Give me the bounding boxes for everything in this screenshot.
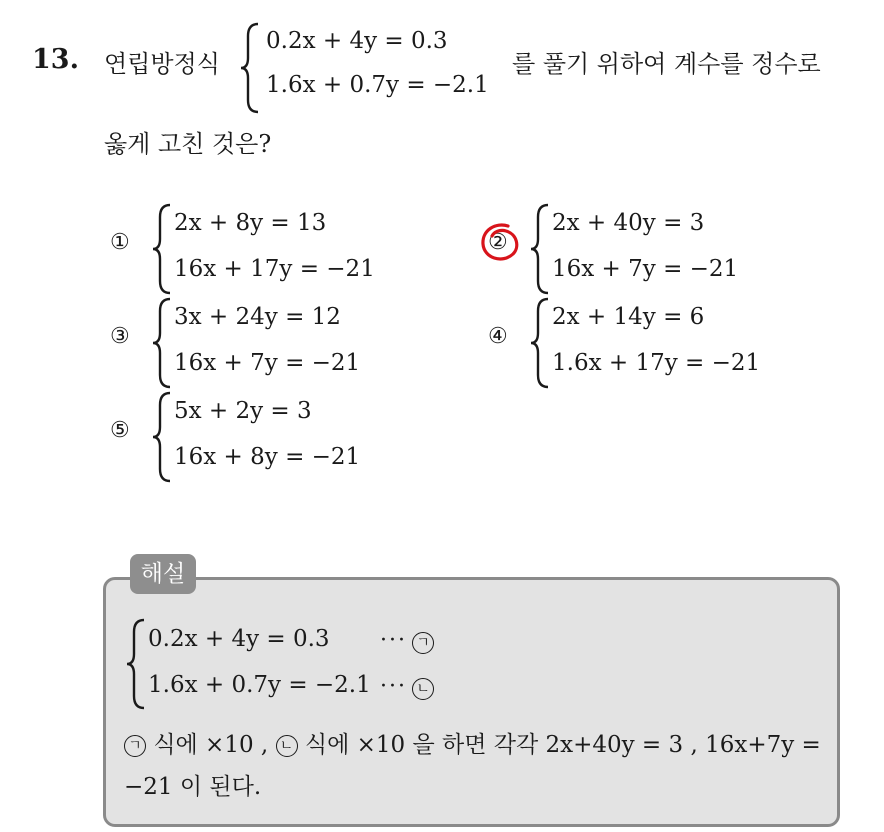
label-giyeok-icon: ㄱ [124,735,146,757]
question-stem-end: 를 풀기 위하여 계수를 정수로 [512,50,821,78]
choice-3-brace [150,297,174,389]
choice-1-mark[interactable]: ① [110,230,130,255]
solution-brace [124,618,148,710]
choice-3-eq-2: 16x + 7y = −21 [174,350,361,376]
system-brace [238,22,262,114]
choice-4-eq-1: 2x + 14y = 6 [552,304,705,330]
choice-4-mark[interactable]: ④ [488,324,508,349]
solution-text-line2: −21 이 된다. [124,774,262,800]
solution-eq-1: 0.2x + 4y = 0.3 [148,626,330,652]
choice-4-eq-2: 1.6x + 17y = −21 [552,350,761,376]
choice-5-eq-2: 16x + 8y = −21 [174,444,361,470]
choice-5-brace [150,391,174,483]
choice-2-brace [528,203,552,295]
choice-1-eq-2: 16x + 17y = −21 [174,256,375,282]
label-giyeok-icon: ㄱ [412,632,434,654]
label-nieun-icon: ㄴ [276,735,298,757]
red-circle-mark-icon [478,220,522,266]
choice-4-brace [528,297,552,389]
question-stem-start: 연립방정식 [104,50,220,78]
choice-3-mark[interactable]: ③ [110,324,130,349]
choice-3-eq-1: 3x + 24y = 12 [174,304,341,330]
choice-5-mark[interactable]: ⑤ [110,418,130,443]
question-number: 13. [32,44,79,75]
system-eq-2: 1.6x + 0.7y = −2.1 [266,72,489,98]
solution-badge: 해설 [130,554,196,594]
solution-label-1-row [380,628,434,654]
solution-text-a: 식에 ×10 , [153,732,269,758]
choice-5-eq-1: 5x + 2y = 3 [174,398,312,424]
choice-2-eq-1: 2x + 40y = 3 [552,210,705,236]
choice-2-mark[interactable]: ② [488,230,508,255]
choice-1-eq-1: 2x + 8y = 13 [174,210,327,236]
question-stem-line2: 옳게 고친 것은? [104,130,272,158]
system-eq-1: 0.2x + 4y = 0.3 [266,28,448,54]
solution-label-2-row [380,674,434,700]
dots: ··· [380,628,407,653]
dots: ··· [380,674,407,699]
choice-1-brace [150,203,174,295]
label-nieun-icon: ㄴ [412,678,434,700]
choice-2-eq-2: 16x + 7y = −21 [552,256,739,282]
solution-text-b: 식에 ×10 을 하면 각각 2x+40y = 3 , 16x+7y = [304,732,821,758]
solution-text-line1 [124,726,821,759]
solution-eq-2: 1.6x + 0.7y = −2.1 [148,672,371,698]
